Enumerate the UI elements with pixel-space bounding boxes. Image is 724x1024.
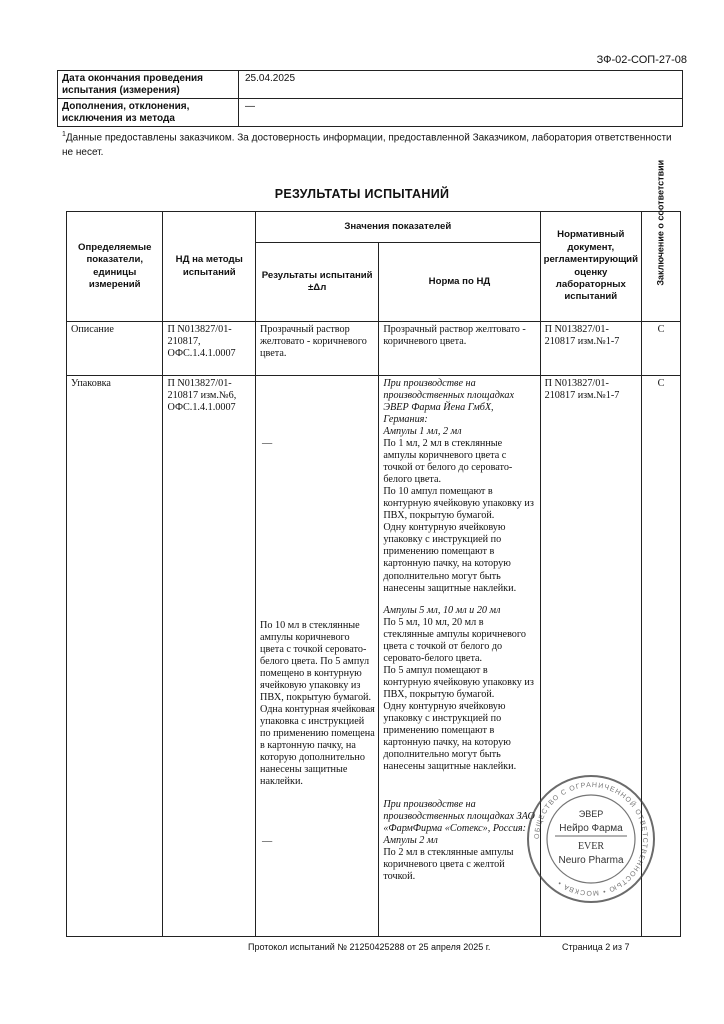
cell-nd: П N013827/01-210817 изм.№6, ОФС.1.4.1.0007 (163, 376, 256, 937)
header-nd-methods: НД на методы испытаний (163, 212, 256, 322)
info-row-end-date (58, 71, 683, 99)
table-row-description (67, 322, 681, 376)
stamp-line: Neuro Pharma (558, 855, 624, 866)
header-norm: Норма по НД (379, 243, 540, 322)
cell-result: Прозрачный раствор желтовато - коричневого цвета. (256, 322, 379, 376)
cell-regulatory: П N013827/01-210817 изм.№1-7 (540, 376, 641, 937)
table-row-packaging (67, 376, 681, 937)
norm-ampoules-3: Ампулы 2 мл (383, 835, 438, 847)
cell-conclusion: С (641, 376, 680, 937)
results-title: РЕЗУЛЬТАТЫ ИСПЫТАНИЙ (274, 187, 450, 201)
result-text: По 10 мл в стеклянные ампулы коричневого цвета с точкой серовато-белого цвета. По 5 ампул помещено в контурную ячейковую упаковку из ПВХ, покрытую бумагой. Одна контурная ячейковая упаковка с инструкцией по применению помещена в картонную пачку, на которую дополнительно нанесены защитные наклейки. (260, 620, 375, 788)
header-regulatory: Нормативный документ, регламентирующий оценку лабораторных испытаний (540, 212, 641, 322)
norm-ampoules-1: Ампулы 1 мл, 2 мл (383, 426, 462, 438)
test-info-table (57, 70, 683, 127)
document-code: ЗФ-02-СОП-27-08 (596, 54, 687, 66)
result-dash: — (262, 438, 273, 449)
info-row-deviations (58, 99, 683, 127)
result-dash: — (262, 836, 273, 847)
norm-paragraph: По 10 ампул помещают в контурную ячейковую упаковку из ПВХ, покрытую бумагой. (383, 486, 534, 522)
cell-param: Упаковка (67, 376, 163, 937)
info-value: — (239, 99, 683, 127)
cell-norm (379, 376, 540, 937)
header-results: Результаты испытаний ±Δл (256, 243, 379, 322)
stamp-line: ЭВЕР (578, 809, 604, 819)
stamp-ring-text: ОБЩЕСТВО С ОГРАНИЧЕННОЙ ОТВЕТСТВЕННОСТЬЮ • МОСКВА • (533, 781, 649, 897)
cell-param: Описание (67, 322, 163, 376)
header-row (67, 212, 681, 243)
stamp-line: Нейро Фарма (559, 823, 623, 834)
norm-paragraph: По 1 мл, 2 мл в стеклянные ампулы коричневого цвета с точкой от белого до серовато-белого цвета. (383, 438, 513, 486)
norm-paragraph: По 2 мл в стеклянные ампулы коричневого цвета с желтой точкой. (383, 847, 514, 883)
header-values-group: Значения показателей (256, 212, 541, 243)
header-param: Определяемые показатели, единицы измерений (67, 212, 163, 322)
header-conclusion: Заключение о соответствии (641, 212, 680, 322)
info-value: 25.04.2025 (239, 71, 683, 99)
page-number: Страница 2 из 7 (562, 942, 630, 952)
norm-paragraph: Одну контурную ячейковую упаковку с инструкцией по применению помещают в картонную пачку, на которую дополнительно могут быть нанесены защитные наклейки. (383, 700, 517, 772)
protocol-footer: Протокол испытаний № 21250425288 от 25 апреля 2025 г. (248, 942, 491, 952)
stamp-line: EVER (577, 841, 605, 852)
info-label: Дополнения, отклонения, исключения из метода (58, 99, 239, 127)
cell-nd: П N013827/01-210817, ОФС.1.4.1.0007 (163, 322, 256, 376)
footnote-mark: 1 (62, 131, 66, 138)
cell-result (256, 376, 379, 937)
cell-norm: Прозрачный раствор желтовато - коричневого цвета. (379, 322, 540, 376)
footnote-text: Данные предоставлены заказчиком. За достоверность информации, предоставленной Заказчиком, лаборатория ответственности не несет. (62, 132, 672, 158)
norm-paragraph: По 5 ампул помещают в контурную ячейковую упаковку из ПВХ, покрытую бумагой. (383, 664, 534, 700)
cell-conclusion: С (641, 322, 680, 376)
results-table (66, 159, 681, 937)
norm-paragraph: Одну контурную ячейковую упаковку с инструкцией по применению помещают в картонную пачку, на которую дополнительно могут быть нанесены защитные наклейки. (383, 522, 517, 594)
cell-regulatory: П N013827/01-210817 изм.№1-7 (540, 322, 641, 376)
norm-paragraph: По 5 мл, 10 мл, 20 мл в стеклянные ампулы коричневого цвета с точкой от белого до серовато-белого цвета. (383, 616, 526, 664)
norm-site-1: При производстве на производственных площадках ЭВЕР Фарма Йена ГмбХ, Германия: (383, 378, 515, 426)
norm-ampoules-2: Ампулы 5 мл, 10 мл и 20 мл (383, 604, 501, 616)
norm-site-2: При производстве на производственных площадках ЗАО «ФармФирма «Сотекс», Россия: (383, 799, 535, 835)
info-label: Дата окончания проведения испытания (измерения) (58, 71, 239, 99)
footnote (62, 130, 672, 160)
